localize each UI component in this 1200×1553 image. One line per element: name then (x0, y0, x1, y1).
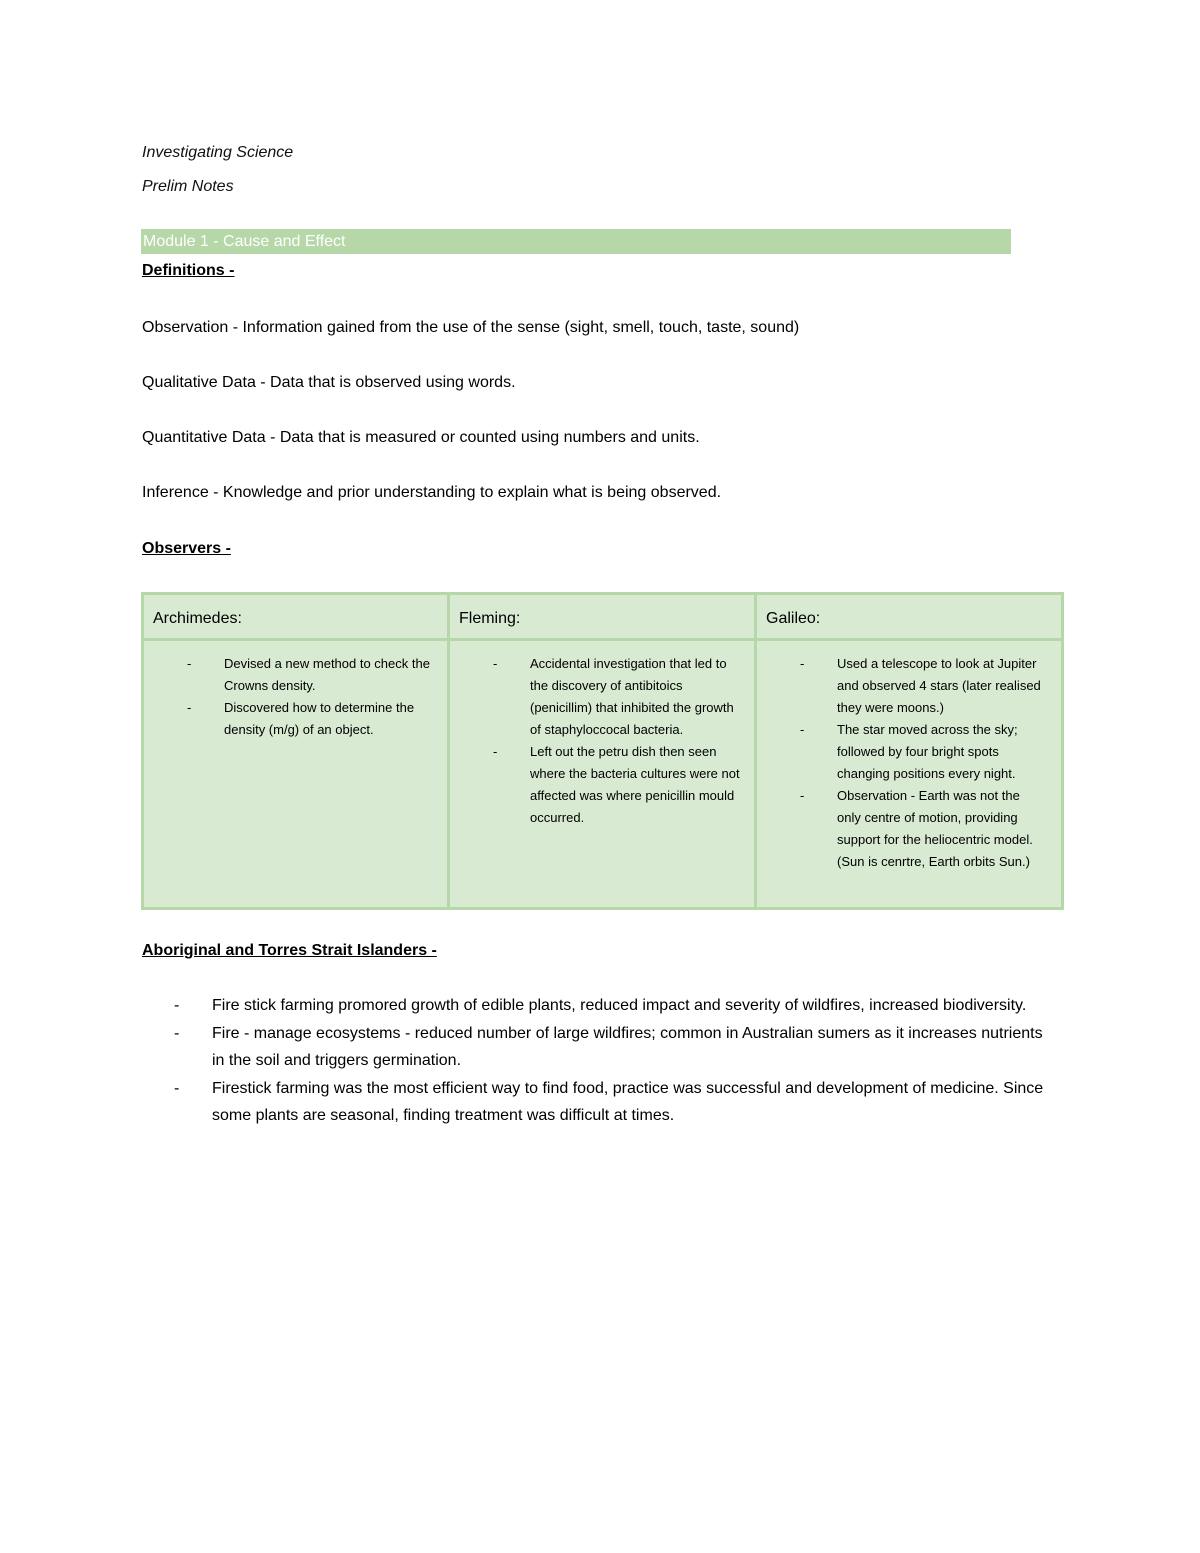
observers-table-header-row (143, 594, 1063, 640)
bullet-dash: - (493, 656, 498, 671)
bullet-dash: - (187, 656, 192, 671)
list-item (142, 1075, 1052, 1129)
bullet-dash: - (187, 700, 192, 715)
bullet-dash: - (174, 997, 180, 1014)
archimedes-point: Discovered how to determine the density (m/g) of an object. (224, 700, 415, 737)
list-item (757, 785, 1047, 873)
list-item (450, 741, 740, 829)
galileo-point-list (757, 653, 1047, 873)
observers-table (141, 592, 1064, 910)
bullet-dash: - (174, 1080, 180, 1097)
list-item (757, 653, 1047, 719)
observer-header-galileo: Galileo: (756, 594, 1063, 640)
observer-cell-fleming (449, 640, 756, 909)
definition-qualitative-data: Qualitative Data - Data that is observed using words. (142, 374, 516, 391)
aboriginal-point-list (142, 992, 1052, 1130)
definition-quantitative-data: Quantitative Data - Data that is measured or counted using numbers and units. (142, 429, 700, 446)
bullet-dash: - (800, 722, 805, 737)
galileo-point: Observation - Earth was not the only centre of motion, providing support for the heliocentric model. (Sun is cenrtre, Earth orbits Sun.) (837, 788, 1033, 869)
observer-header-fleming: Fleming: (449, 594, 756, 640)
list-item (450, 653, 740, 741)
definition-inference: Inference - Knowledge and prior understanding to explain what is being observed. (142, 484, 722, 501)
galileo-point: Used a telescope to look at Jupiter and observed 4 stars (later realised they were moons.) (837, 656, 1041, 715)
document-title: Investigating Science (142, 144, 294, 161)
module-banner: Module 1 - Cause and Effect (141, 229, 1011, 254)
observer-cell-galileo (756, 640, 1063, 909)
aboriginal-point: Firestick farming was the most efficient way to find food, practice was successful and development of medicine. Since some plants are seasonal, finding treatment was difficult at times. (212, 1080, 1044, 1124)
archimedes-point-list (144, 653, 433, 741)
galileo-point: The star moved across the sky; followed by four bright spots changing positions every night. (837, 722, 1018, 781)
list-item (142, 1020, 1052, 1074)
fleming-point: Left out the petru dish then seen where the bacteria cultures were not affected was where penicillin mould occurred. (530, 744, 740, 825)
observer-header-archimedes: Archimedes: (143, 594, 449, 640)
bullet-dash: - (493, 744, 498, 759)
observers-table-body-row (143, 640, 1063, 909)
bullet-dash: - (174, 1025, 180, 1042)
definitions-heading: Definitions - (142, 262, 235, 279)
fleming-point-list (450, 653, 740, 829)
document-subtitle: Prelim Notes (142, 178, 234, 195)
aboriginal-heading: Aboriginal and Torres Strait Islanders - (142, 942, 437, 959)
list-item (142, 992, 1052, 1019)
bullet-dash: - (800, 788, 805, 803)
observer-cell-archimedes (143, 640, 449, 909)
aboriginal-point: Fire - manage ecosystems - reduced number of large wildfires; common in Australian sumers as it increases nutrients in the soil and triggers germination. (212, 1025, 1043, 1069)
list-item (144, 697, 433, 741)
archimedes-point: Devised a new method to check the Crowns density. (224, 656, 430, 693)
list-item (144, 653, 433, 697)
observers-heading: Observers - (142, 540, 231, 557)
list-item (757, 719, 1047, 785)
aboriginal-point: Fire stick farming promored growth of edible plants, reduced impact and severity of wildfires, increased biodiversity. (212, 997, 1027, 1014)
fleming-point: Accidental investigation that led to the discovery of antibitoics (penicillim) that inhibited the growth of staphyloccocal bacteria. (530, 656, 734, 737)
bullet-dash: - (800, 656, 805, 671)
definition-observation: Observation - Information gained from the use of the sense (sight, smell, touch, taste, sound) (142, 319, 800, 336)
